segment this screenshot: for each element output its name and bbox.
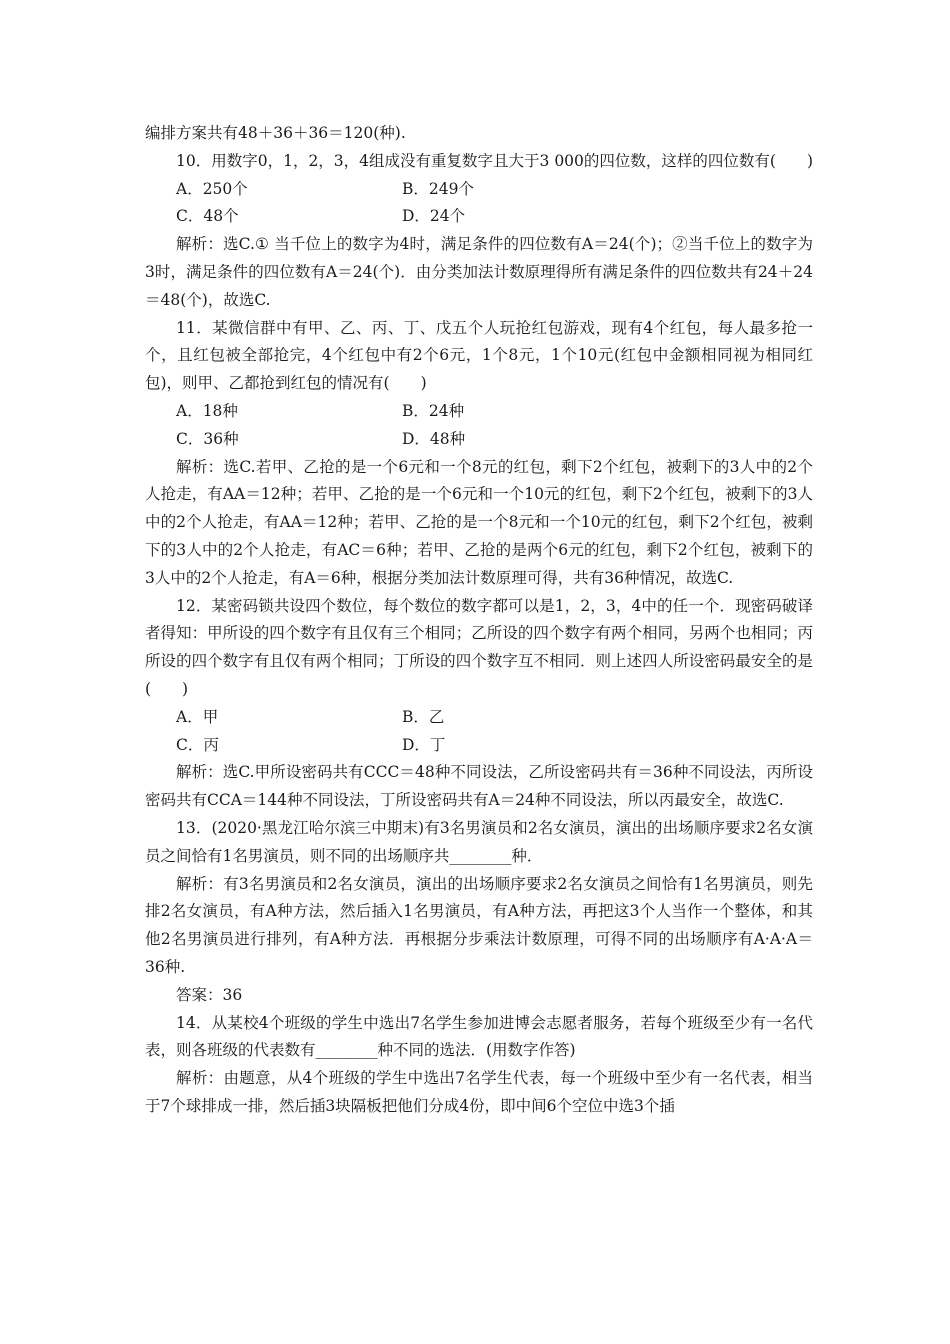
question-11-stem: 11．某微信群中有甲、乙、丙、丁、戊五个人玩抢红包游戏，现有4个红包，每人最多抢一个，且红包被全部抢完，4个红包中有2个6元，1个8元，1个10元(红包中金额相同视为相同红包)，则甲、乙都抢到红包的情况有( ) (145, 318, 813, 393)
option-c: C．36种 (176, 429, 239, 448)
question-12-options-row-1 (145, 704, 813, 732)
option-d: D．24个 (402, 207, 466, 226)
continued-line: 编排方案共有48＋36＋36＝120(种). (145, 124, 406, 142)
option-b: B．24种 (402, 401, 465, 420)
question-10-options-row-2 (145, 203, 813, 231)
option-b: B．249个 (402, 179, 474, 198)
question-13-stem: 13．(2020·黑龙江哈尔滨三中期末)有3名男演员和2名女演员，演出的出场顺序要求2名女演员之间恰有1名男演员，则不同的出场顺序共________种． (145, 818, 813, 865)
question-12-solution: 解析：选C.甲所设密码共有CCC＝48种不同设法，乙所设密码共有＝36种不同设法，丙所设密码共有CCA＝144种不同设法，丁所设密码共有A＝24种不同设法，所以丙最安全，故选C. (145, 763, 813, 810)
option-d: D．丁 (402, 735, 446, 754)
option-c: C．丙 (176, 735, 219, 754)
question-11-solution: 解析：选C.若甲、乙抢的是一个6元和一个8元的红包，剩下2个红包，被剩下的3人中的2个人抢走，有AA＝12种；若甲、乙抢的是一个6元和一个10元的红包，剩下2个红包，被剩下的3人中的2个人抢走，有AA＝12种；若甲、乙抢的是一个8元和一个10元的红包，剩下2个红包，被剩下的3人中的2个人抢走，有AC＝6种；若甲、乙抢的是两个6元的红包，剩下2个红包，被剩下的3人中的2个人抢走，有A＝6种，根据分类加法计数原理可得，共有36种情况，故选C. (145, 457, 813, 587)
document-page (145, 120, 813, 1121)
question-10-stem: 10．用数字0，1，2，3，4组成没有重复数字且大于3 000的四位数，这样的四位数有( ) (176, 151, 814, 170)
question-13-answer: 答案：36 (176, 985, 243, 1004)
question-12-stem: 12．某密码锁共设四个数位，每个数位的数字都可以是1，2，3，4中的任一个．现密码破译者得知：甲所设的四个数字有且仅有三个相同；乙所设的四个数字有两个相同，另两个也相同；丙所设的四个数字有且仅有两个相同；丁所设的四个数字互不相同．则上述四人所设密码最安全的是( ) (145, 596, 813, 698)
question-12-options-row-2 (145, 732, 813, 760)
question-11-options-row-2 (145, 426, 813, 454)
question-13-solution: 解析：有3名男演员和2名女演员，演出的出场顺序要求2名女演员之间恰有1名男演员，则先排2名女演员，有A种方法，然后插入1名男演员，有A种方法，再把这3个人当作一个整体，和其他2名男演员进行排列，有A种方法．再根据分步乘法计数原理，可得不同的出场顺序有A·A·A＝36种. (145, 874, 813, 976)
question-14-stem: 14．从某校4个班级的学生中选出7名学生参加进博会志愿者服务，若每个班级至少有一名代表，则各班级的代表数有________种不同的选法．(用数字作答) (145, 1013, 813, 1060)
question-11-options-row-1 (145, 398, 813, 426)
option-b: B．乙 (402, 707, 445, 726)
option-a: A．18种 (176, 401, 238, 420)
question-14-solution: 解析：由题意，从4个班级的学生中选出7名学生代表，每一个班级中至少有一名代表，相当于7个球排成一排，然后插3块隔板把他们分成4份，即中间6个空位中选3个插 (145, 1069, 813, 1115)
question-10-options-row-1 (145, 176, 813, 204)
option-c: C．48个 (176, 207, 239, 226)
option-a: A．甲 (176, 707, 219, 726)
question-10-solution: 解析：选C.① 当千位上的数字为4时，满足条件的四位数有A＝24(个)；②当千位上的数字为3时，满足条件的四位数有A＝24(个)．由分类加法计数原理得所有满足条件的四位数共有24＋24＝48(个)，故选C. (145, 235, 813, 309)
option-a: A．250个 (176, 179, 248, 198)
option-d: D．48种 (402, 429, 466, 448)
